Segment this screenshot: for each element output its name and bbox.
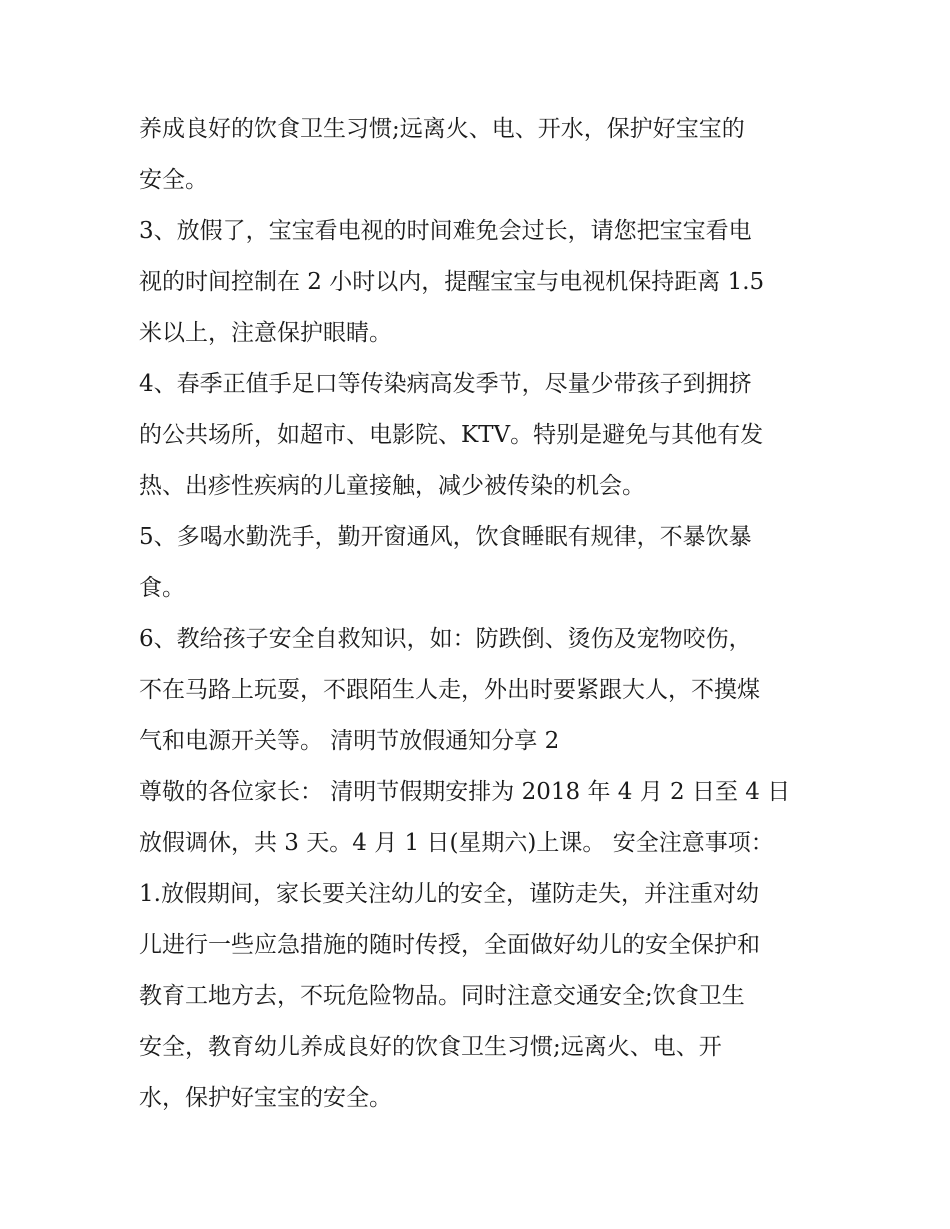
text-line: 水，保护好宝宝的安全。: [139, 1085, 392, 1111]
text-line: 的公共场所，如超市、电影院、KTV。特别是避免与其他有发: [139, 422, 764, 448]
text-line: 视的时间控制在 2 小时以内，提醒宝宝与电视机保持距离 1.5: [139, 269, 765, 295]
text-line: 不在马路上玩耍，不跟陌生人走，外出时要紧跟大人，不摸煤: [139, 677, 760, 703]
text-line: 气和电源开关等。 清明节放假通知分享 2: [139, 728, 560, 754]
text-line: 教育工地方去，不玩危险物品。同时注意交通安全;饮食卫生: [139, 983, 745, 1009]
text-line: 1.放假期间，家长要关注幼儿的安全，谨防走失，并注重对幼: [139, 881, 759, 907]
text-line: 食。: [139, 575, 185, 601]
text-line: 儿进行一些应急措施的随时传授，全面做好幼儿的安全保护和: [139, 932, 760, 958]
text-line: 米以上，注意保护眼睛。: [139, 320, 392, 346]
text-line: 安全，教育幼儿养成良好的饮食卫生习惯;远离火、电、开: [139, 1034, 722, 1060]
text-line: 热、出疹性疾病的儿童接触，减少被传染的机会。: [139, 473, 645, 499]
text-line: 养成良好的饮食卫生习惯;远离火、电、开水，保护好宝宝的: [139, 116, 745, 142]
text-line: 放假调休，共 3 天。4 月 1 日(星期六)上课。 安全注意事项：: [139, 830, 774, 856]
text-line: 安全。: [139, 167, 208, 193]
text-line: 4、春季正值手足口等传染病高发季节，尽量少带孩子到拥挤: [139, 371, 752, 397]
text-line: 3、放假了，宝宝看电视的时间难免会过长，请您把宝宝看电: [139, 218, 752, 244]
document-body: [139, 104, 829, 1124]
text-line: 尊敬的各位家长： 清明节假期安排为 2018 年 4 月 2 日至 4 日: [139, 779, 791, 805]
text-line: 6、教给孩子安全自救知识，如：防跌倒、烫伤及宠物咬伤，: [139, 626, 752, 652]
text-line: 5、多喝水勤洗手，勤开窗通风，饮食睡眠有规律，不暴饮暴: [139, 524, 752, 550]
